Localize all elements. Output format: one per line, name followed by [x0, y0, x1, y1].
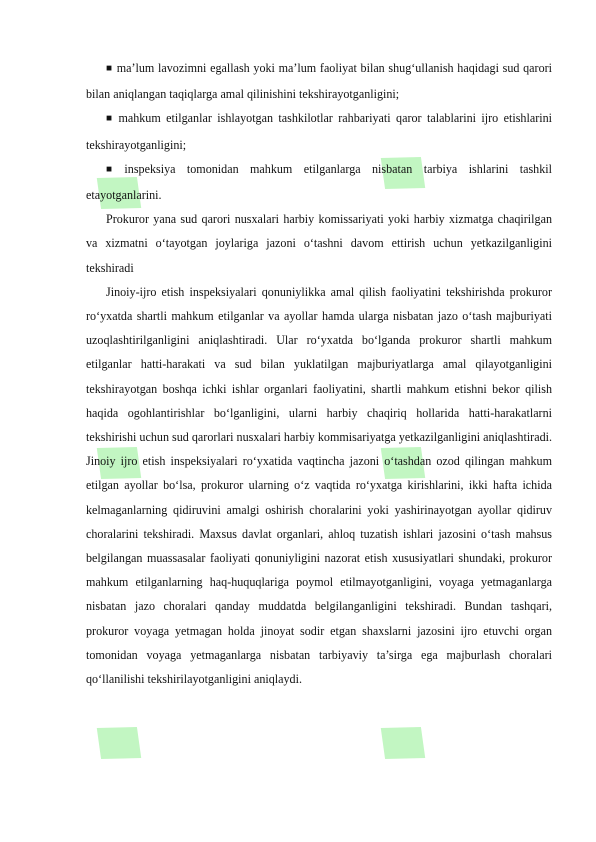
bullet-paragraph-1: ■ ma’lum lavozimni egallash yoki ma’lum faoliyat bilan shug‘ullanish haqidagi sud qarori bilan aniqlangan taqiqlarga amal qilinishini tekshirayotganligini; [86, 56, 552, 106]
watermark-logo-icon [88, 712, 149, 773]
watermark-logo-icon [372, 712, 433, 773]
bullet-paragraph-3: ■ inspeksiya tomonidan mahkum etilganlarga nisbatan tarbiya ishlarini tashkil etayotganlarini. [86, 157, 552, 207]
paragraph-5: Jinoiy-ijro etish inspeksiyalari qonuniylikka amal qilish faoliyatini tekshirishda prokuror ro‘yxatda shartli mahkum etilganlar va ayollar hamda ularga nisbatan jazo o‘tash majburiyati uzoqlashtirilganligini aniqlashtiradi. Ular ro‘yxatda bo‘lganda prokuror shartli mahkum etilganlar hatti-harakati va sud bilan yuklatilgan majburiyatlarga amal qilayotganligini tekshirayotgan boshqa ichki ishlar organlari faoliyatini, shartli mahkum etishni bekor qilish haqida ogohlantirishlar bo‘lganligini, ularni harbiy chaqiriq hollarida hatti-harakatlarni tekshirishi uchun sud qarorlari nusxalari harbiy kommisariyatga yetkazilganligini aniqlashtiradi. Jinoiy ijro etish inspeksiyalari ro‘yxatida vaqtincha jazoni o‘tashdan ozod qilingan mahkum etilgan ayollar bo‘lsa, prokuror ularning o‘z vaqtida ro‘yxatga kirishlarini, ikki hafta ichida kelmaganlarning qidiruvini amalgi oshirish choralarini yoki yashirinayotgan ayollar qidiruv choralarini tekshiradi. Maxsus davlat organlari, ahloq tuzatish ishlari jazosini o‘tash mahsus belgilangan muassasalar faoliyati qonuniyligini nazorat etish xususiyatlari shundaki, prokuror mahkum etilganlarning haq-huquqlariga poymol etilmayotganligini, voyaga yetmaganlarga nisbatan jazo choralari qanday muddatda belgilanganligini tekshiradi. Bundan tashqari, prokuror voyaga yetmagan holda jinoyat sodir etgan shaxslarni jazosini ijro etuvchi organ tomonidan voyaga yetmaganlarga nisbatan tarbiyaviy ta’sirga ega majburlash choralari qo‘llanilishi tekshirilayotganligini aniqlaydi. [86, 284, 552, 687]
paragraph-4: Prokuror yana sud qarori nusxalari harbiy komissariyati yoki harbiy xizmatga chaqirilgan va xizmatni o‘tayotgan joylariga jazoni o‘tashni davom ettirish uchun yetkazilganligini tekshiradi [86, 212, 552, 275]
bullet-paragraph-2: ■ mahkum etilganlar ishlayotgan tashkilotlar rahbariyati qaror talablarini ijro etishlarini tekshirayotganligini; [86, 106, 552, 156]
document-body [86, 56, 552, 691]
